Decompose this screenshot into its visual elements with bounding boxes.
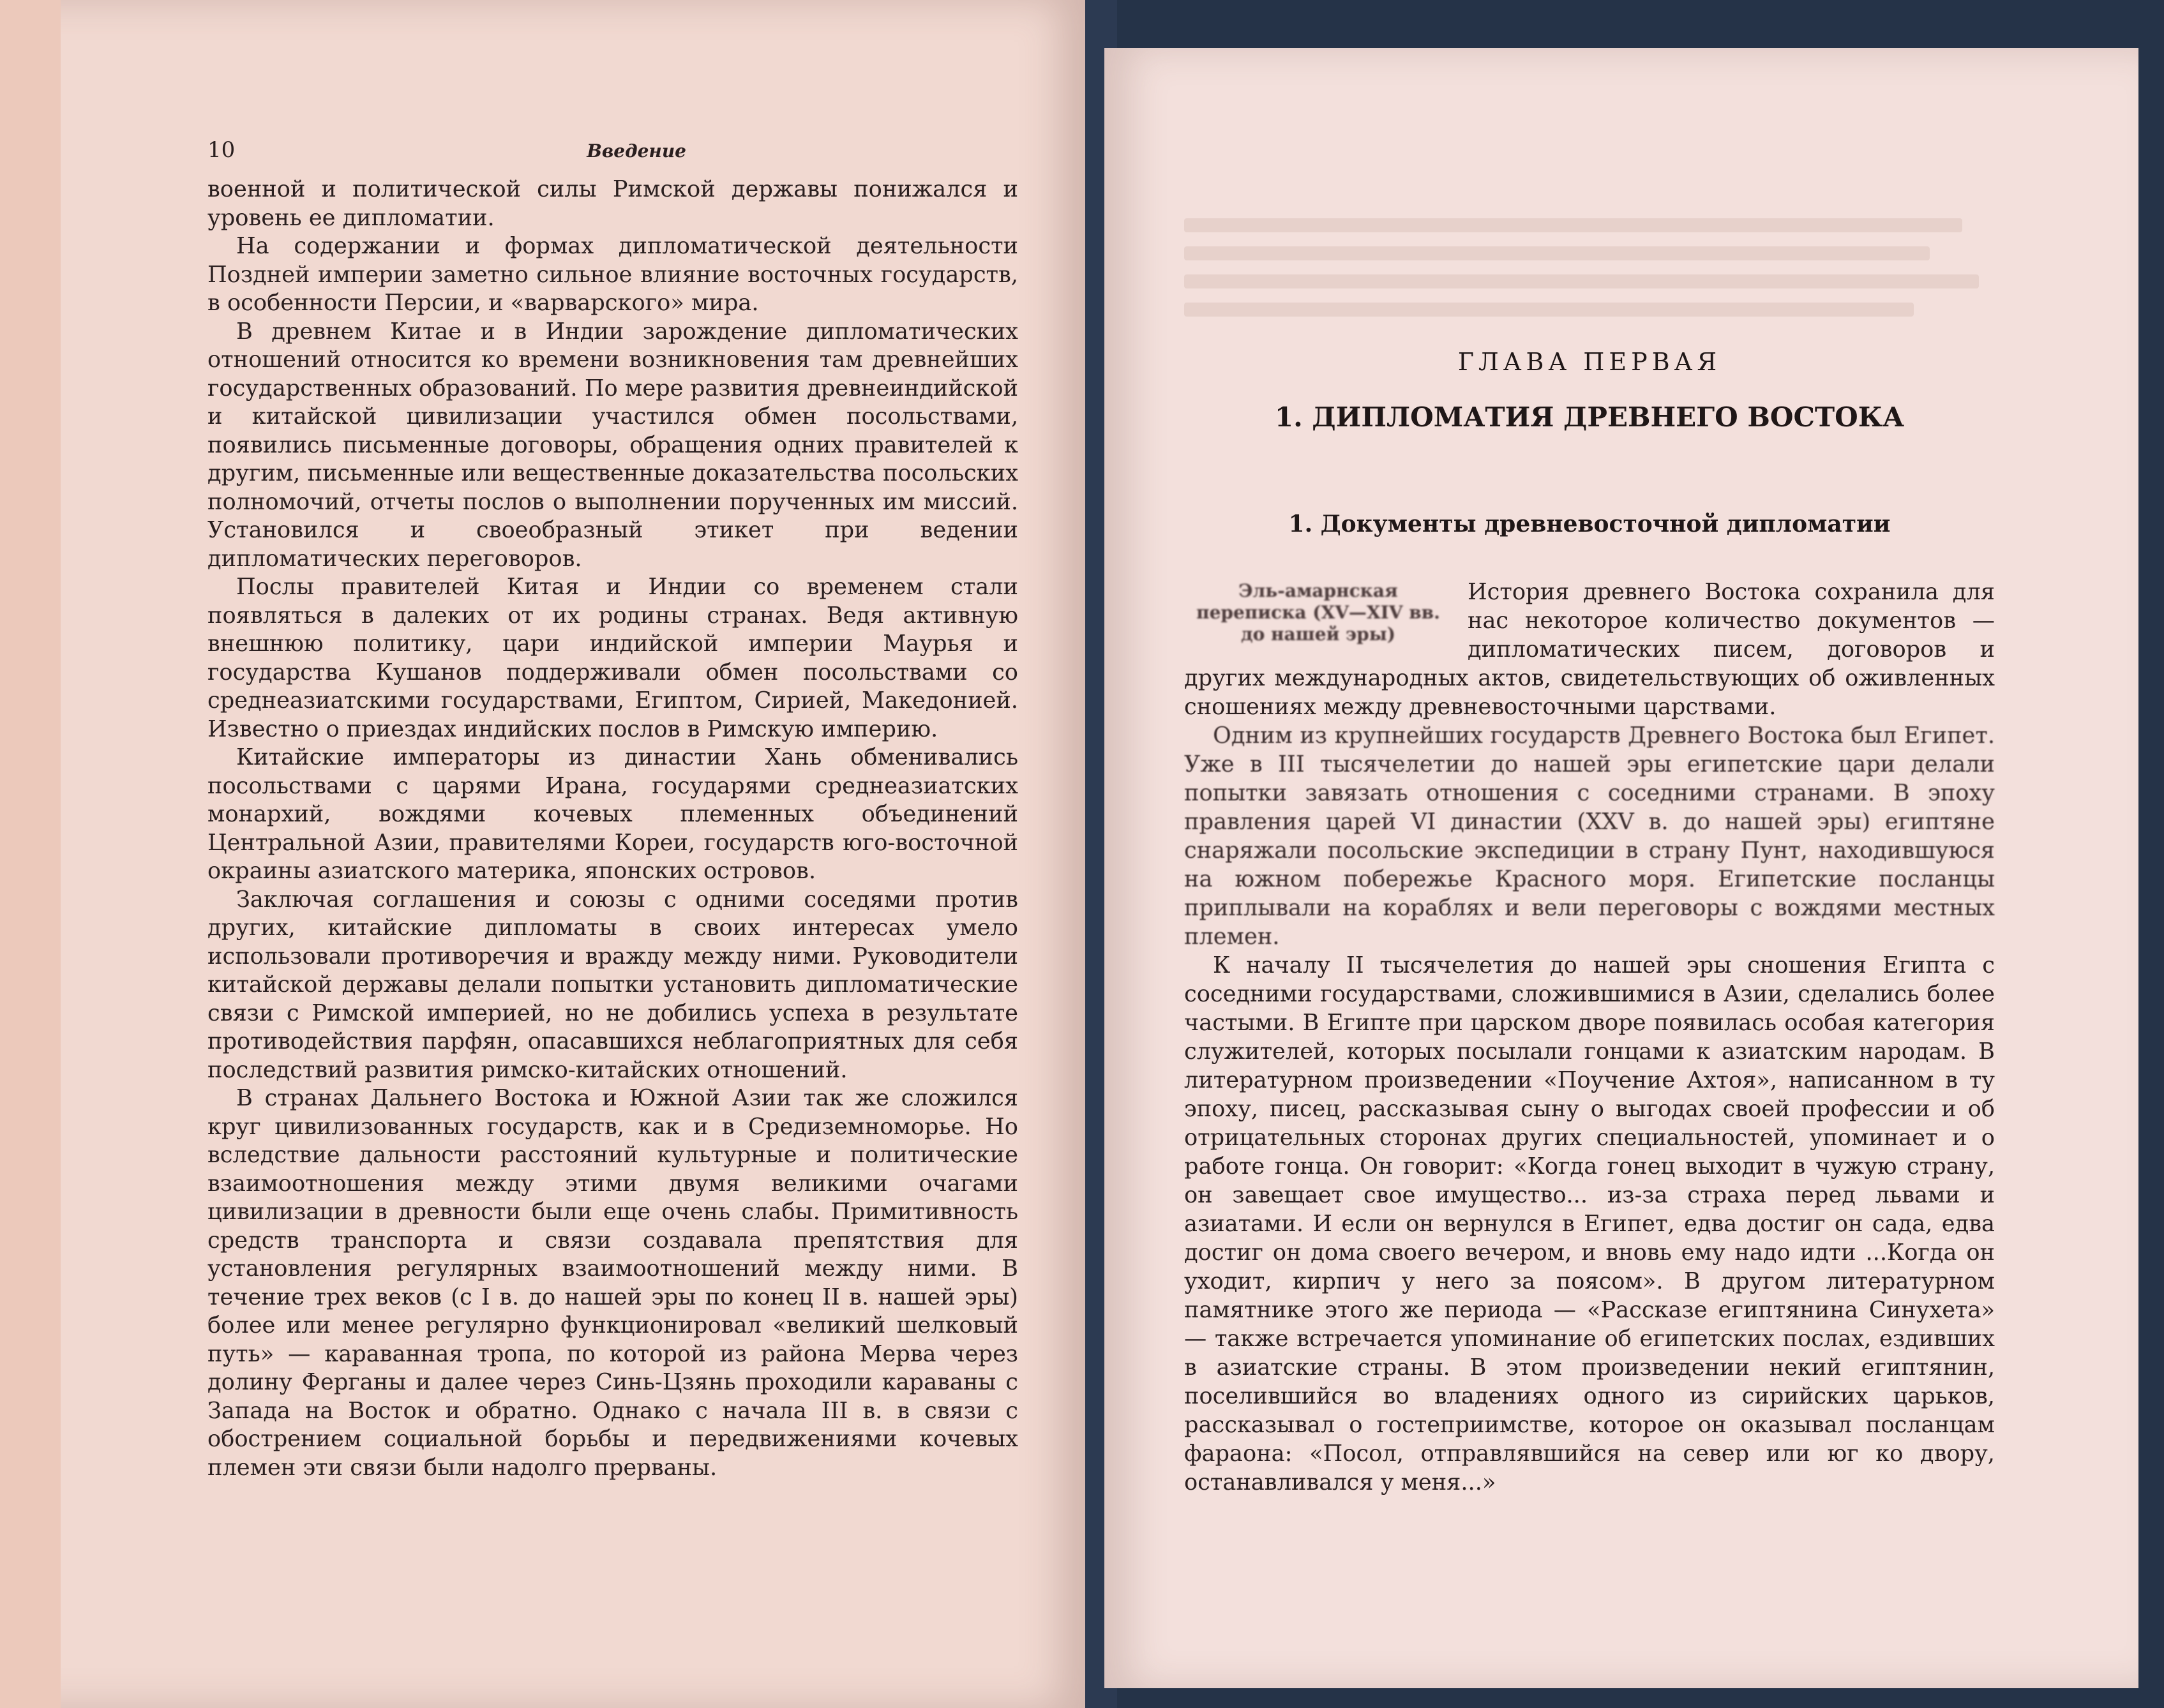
bleed-through-text: [1184, 204, 1995, 331]
paragraph: Заключая соглашения и союзы с одними соседями против других, китайские дипломаты в своих интересах умело использовали противоречия и вражду между ними. Руководители китайской державы делали попытки установить дипломатические связи с Римской империей, но не добились успеха в результате противодействия парфян, опасавшихся неблагоприятных для себя последствий развития римско-китайских отношений.: [207, 886, 1018, 1083]
chapter-title: 1. ДИПЛОМАТИЯ ДРЕВНЕГО ВОСТОКА: [1274, 401, 1905, 433]
paragraph: Китайские императоры из династии Хань обменивались посольствами с царями Ирана, государями среднеазиатских монархий, вождями кочевых племенных объединений Центральной Азии, правителями Кореи, государств юго-восточной окраины азиатского материка, японских островов.: [207, 744, 1018, 884]
paragraph: В странах Дальнего Востока и Южной Азии так же сложился круг цивилизованных государств, как и в Средиземноморье. Но вследствие дальности расстояний культурные и политические взаимоотношения между этими двумя великими очагами цивилизации в древности были еще очень слабы. Примитивность средств транспорта и связи создавала препятствия для установления регулярных взаимоотношений между ними. В течение трех веков (с I в. до нашей эры по конец II в. нашей эры) более или менее регулярно функционировал «великий шелковый путь» — караванная тропа, по которой из района Мерва через долину Ферганы и далее через Синь-Цзянь проходили караваны с Запада на Восток и обратно. Однако с начала III в. в связи с обострением социальной борьбы и передвижениями кочевых племен эти связи были надолго прерваны.: [207, 1085, 1018, 1481]
right-page-content: [1184, 578, 1995, 1497]
paragraph: История древнего Востока сохранила для нас некоторое количество документов — дипломатических писем, договоров и других международных актов, свидетельствующих об оживленных сношениях между древневосточными царствами.: [1184, 579, 1995, 720]
section-title: 1. Документы древневосточной дипломатии: [1288, 511, 1891, 537]
paragraph: В древнем Китае и в Индии зарождение дипломатических отношений относится ко времени возникновения там древнейших государственных образований. По мере развития древнеиндийской и китайской цивилизации участился обмен посольствами, появились письменные договоры, обращения одних правителей к другим, письменные или вещественные доказательства посольских полномочий, отчеты послов о выполнении порученных им миссий. Установился и своеобразный этикет при ведении дипломатических переговоров.: [207, 318, 1018, 572]
left-page-header: [207, 137, 1018, 163]
margin-note: Эль-амарнская переписка (XV—XIV вв. до нашей эры): [1196, 580, 1440, 645]
paragraph: Послы правителей Китая и Индии со временем стали появляться в далеких от их родины странах. Ведя активную внешнюю политику, цари индийской империи Маурья и государства Кушанов поддерживали обмен посольствами со среднеазиатскими государствами, Египтом, Сирией, Македонией. Известно о приездах индийских послов в Римскую империю.: [207, 574, 1018, 742]
paragraph: военной и политической силы Римской державы понижался и уровень ее дипломатии.: [207, 176, 1018, 231]
page-number: 10: [207, 137, 236, 163]
left-page-content: [207, 137, 1018, 1482]
chapter-label: ГЛАВА ПЕРВАЯ: [1457, 348, 1722, 376]
chapter-heading: [1184, 348, 1995, 433]
paragraph: К началу II тысячелетия до нашей эры сношения Египта с соседними государствами, сложившимися в Азии, сделались более частыми. В Египте при царском дворе появилась особая категория служителей, которых посылали гонцами к азиатским народам. В литературном произведении «Поучение Ахтоя», написанном в ту эпоху, писец, рассказывая сыну о выгодах своей профессии и об отрицательных сторонах других специальностей, упоминает и о работе гонца. Он говорит: «Когда гонец выходит в чужую страну, он завещает свое имущество... из-за страха перед львами и азиатами. И если он вернулся в Египет, едва достиг он сада, едва достиг он дома своего вечером, и вновь ему надо идти ...Когда он уходит, кирпич у него за поясом». В другом литературном памятнике этого же периода — «Рассказе египтянина Синухета» — также встречается упоминание об египетских послах, ездивших в азиатские страны. В этом произведении некий египтянин, поселившийся во владениях одного из сирийских царьков, рассказывал о гостеприимстве, которое он оказывал посланцам фараона: «Посол, отправлявшийся на север или юг ко двору, останавливался у меня...»: [1184, 952, 1995, 1495]
paragraph: Одним из крупнейших государств Древнего Востока был Египет. Уже в III тысячелетии до нашей эры египетские цари делали попытки завязать отношения с соседними странами. В эпоху правления царей VI династии (XXV в. до нашей эры) египтяне снаряжали посольские экспедиции в страну Пунт, находившуюся на южном побережье Красного моря. Египетские посланцы приплывали на кораблях и вели переговоры с вождями местных племен.: [1184, 723, 1995, 950]
paragraph: На содержании и формах дипломатической деятельности Поздней империи заметно сильное влияние восточных государств, в особенности Персии, и «варварского» мира.: [207, 233, 1018, 316]
running-title: Введение: [587, 140, 686, 161]
